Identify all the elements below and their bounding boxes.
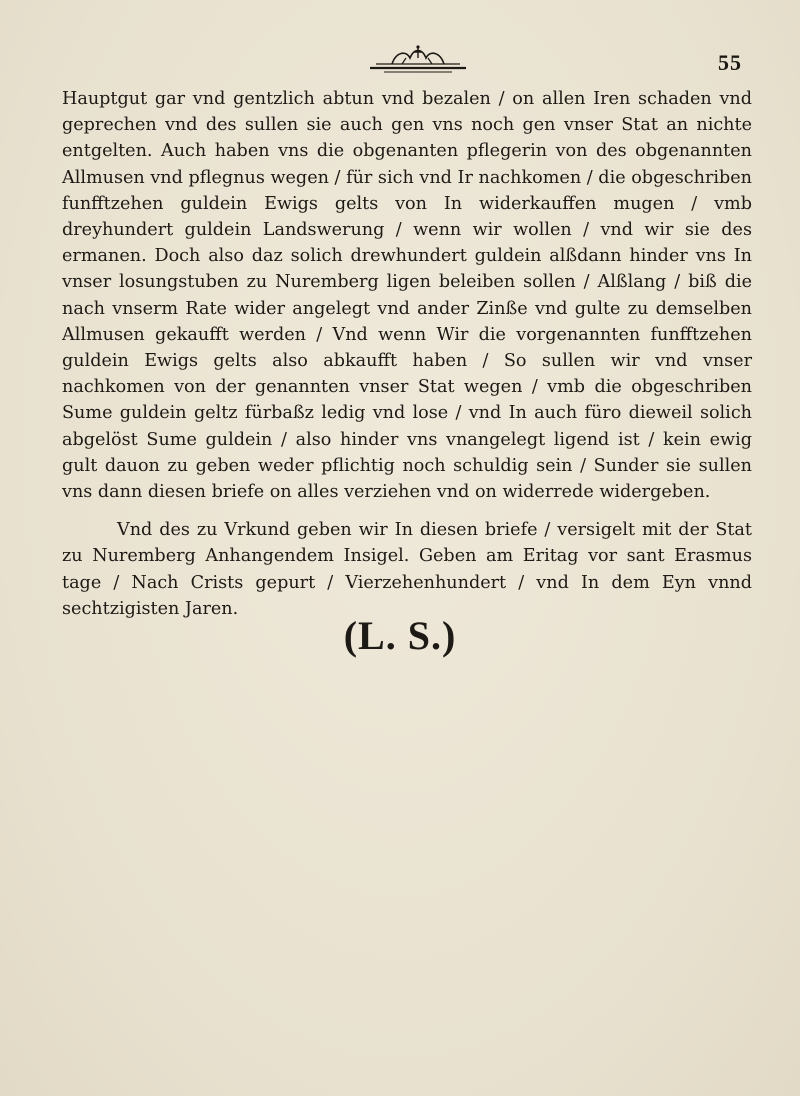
printer-ornament-icon: [362, 44, 474, 74]
seal-mark: (L. S.): [343, 613, 457, 658]
closing-paragraph: Vnd des zu Vrkund geben wir In diesen briefe / versigelt mit der Stat zu Nuremberg Anhangendem Insigel. Geben am Eritag vor sant Erasmus tage / Nach Crists gepurt / Vierzehenhundert / vnd In dem Eyn vnnd sechtzigisten Jaren.: [62, 520, 752, 619]
page-number: 55: [718, 50, 742, 75]
body-paragraph: Hauptgut gar vnd gentzlich abtun vnd bezalen / on allen Iren schaden vnd geprechen vnd des sullen sie auch gen vns noch gen vnser Stat an nichte entgelten. Auch haben vns die obgenanten pflegerin von des obgenannten Allmusen vnd pflegnus wegen / für sich vnd Ir nachkomen / die obgeschriben funfftzehen guldein Ewigs gelts von In widerkauffen mugen / vmb dreyhundert guldein Landswerung / wenn wir wollen / vnd wir sie des ermanen. Doch also daz solich drewhundert guldein alßdann hinder vns In vnser losungstuben zu Nuremberg ligen beleiben sollen / Alßlang / biß die nach vnserm Rate wider angelegt vnd ander Zinße vnd gulte zu demselben Allmusen gekaufft werden / Vnd wenn Wir die vorgenannten funfftzehen guldein Ewigs gelts also abkaufft haben / So sullen wir vnd vnser nachkomen von der genannten vnser Stat wegen / vmb die obgeschriben Sume guldein geltz fürbaßz ledig vnd lose / vnd In auch füro dieweil solich abgelöst Sume guldein / also hinder vns vnangelegt ligend ist / kein ewig gult dauon zu geben weder pflichtig noch schuldig sein / Sunder sie sullen vns dann diesen briefe on alles verziehen vnd on widerrede widergeben.: [62, 89, 752, 503]
document-body: [62, 86, 752, 622]
